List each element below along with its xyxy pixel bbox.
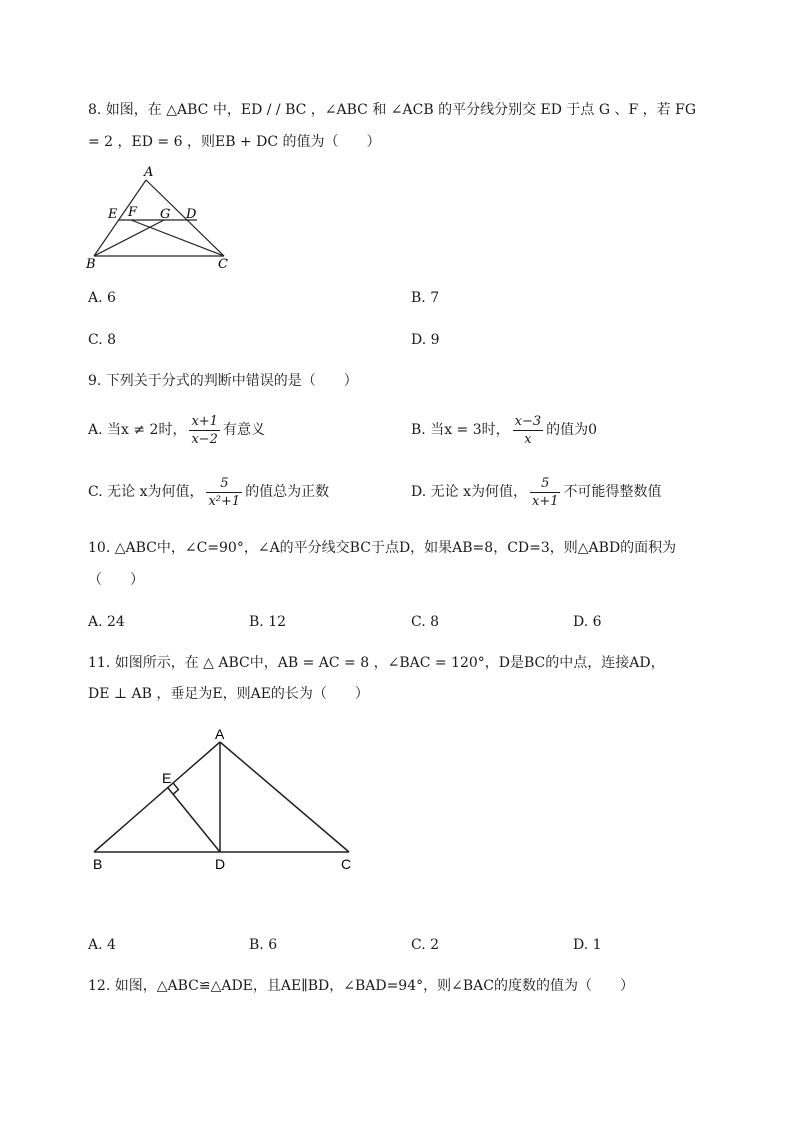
- q9-d-fraction: [530, 475, 561, 510]
- q11-figure: [84, 722, 364, 878]
- q11-option-b: B. 6: [249, 937, 278, 953]
- q8-label-e: E: [108, 207, 118, 222]
- q11-option-a: A. 4: [88, 937, 116, 953]
- q11-label-c: C: [341, 856, 352, 872]
- q8-side-ab: [94, 180, 146, 256]
- q9-c-num: 5: [220, 475, 229, 491]
- q11-label-e: E: [162, 770, 172, 786]
- q10-option-b: B. 12: [249, 614, 287, 630]
- q12-stem-line1: 12. 如图，△ABC≌△ADE，且AE∥BD，∠BAD=94°，则∠BAC的度数的值为（ ）: [88, 978, 634, 994]
- q9-option-a: [88, 412, 265, 448]
- q9-a-pre: A. 当x ≠ 2时，: [88, 422, 187, 438]
- q11-segment-de: [168, 788, 220, 852]
- q8-option-b: B. 7: [411, 290, 440, 306]
- q11-label-d: D: [215, 856, 226, 872]
- q8-stem-line2: = 2 ，ED = 6 ，则EB + DC 的值为（ ）: [88, 134, 381, 150]
- q11-option-d: D. 1: [573, 937, 602, 953]
- q8-label-g: G: [160, 207, 171, 222]
- q9-a-num: x+1: [191, 413, 218, 429]
- q8-option-a: A. 6: [88, 290, 116, 306]
- q8-label-b: B: [86, 257, 96, 272]
- q11-right-angle-mark: [173, 783, 178, 794]
- q9-a-den: x−2: [191, 431, 218, 447]
- q8-label-d: D: [186, 207, 197, 222]
- q11-label-b: B: [93, 856, 103, 872]
- q10-option-a: A. 24: [88, 614, 125, 630]
- q11-label-a: A: [215, 726, 225, 742]
- q8-option-d: D. 9: [411, 332, 440, 348]
- q9-d-pre: D. 无论 x为何值，: [411, 484, 527, 500]
- q8-bisector-c: [131, 220, 224, 256]
- q9-c-den: x²+1: [208, 493, 241, 509]
- q9-c-fraction: [206, 475, 242, 510]
- q9-option-d: [411, 474, 661, 510]
- q9-option-c: [88, 474, 329, 510]
- q10-stem-line1: 10. △ABC中，∠C=90°，∠A的平分线交BC于点D，如果AB=8，CD=3，则△ABD的面积为: [88, 540, 677, 556]
- q8-figure: [82, 164, 242, 274]
- q9-option-b: [411, 412, 597, 448]
- q9-b-fraction: [513, 413, 544, 448]
- q8-label-a: A: [144, 165, 154, 180]
- q9-c-post: 的值总为正数: [245, 484, 330, 500]
- q8-option-c: C. 8: [88, 332, 117, 348]
- q11-stem-line2: DE ⊥ AB ，垂足为E，则AE的长为（ ）: [88, 686, 369, 702]
- q8-stem-line1: 8. 如图，在 △ABC 中，ED / / BC ，∠ABC 和 ∠ACB 的平分线分别交 ED 于点 G 、F ，若 FG: [88, 102, 697, 118]
- q9-b-post: 的值为0: [546, 422, 598, 438]
- q10-option-c: C. 8: [411, 614, 440, 630]
- q10-stem-line2: （ ）: [88, 572, 144, 588]
- q9-d-post: 不可能得整数值: [563, 484, 662, 500]
- q9-a-post: 有意义: [222, 422, 265, 438]
- q9-d-num: 5: [541, 475, 550, 491]
- q8-side-ac: [146, 180, 224, 256]
- q8-bisector-b: [94, 220, 164, 256]
- q9-b-pre: B. 当x = 3时，: [411, 422, 510, 438]
- q9-b-den: x: [524, 431, 532, 447]
- q11-side-ac: [220, 742, 349, 852]
- q9-c-pre: C. 无论 x为何值，: [88, 484, 204, 500]
- q9-d-den: x+1: [531, 493, 559, 509]
- q8-label-c: C: [218, 257, 228, 272]
- q11-side-ab: [94, 742, 220, 852]
- q9-a-fraction: [189, 413, 220, 448]
- q9-stem: 9. 下列关于分式的判断中错误的是（ ）: [88, 373, 358, 389]
- q11-stem-line1: 11. 如图所示，在 △ ABC中，AB = AC = 8 ，∠BAC = 120°，D是BC的中点，连接AD，: [88, 655, 665, 671]
- q11-option-c: C. 2: [411, 937, 440, 953]
- q10-option-d: D. 6: [573, 614, 602, 630]
- q9-b-num: x−3: [514, 413, 542, 429]
- q8-label-f: F: [128, 205, 138, 220]
